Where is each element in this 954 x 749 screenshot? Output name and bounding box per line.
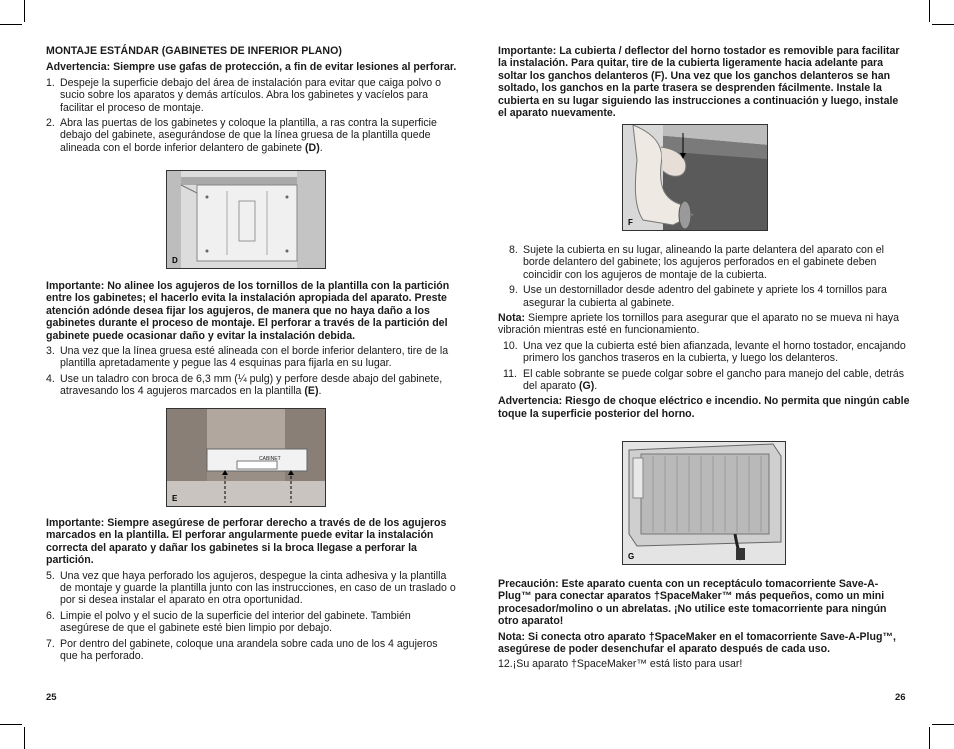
figure-g-illustration [623,442,785,564]
step-text: Despeje la superficie debajo del área de instalación para evitar que caiga polvo o sucio sobre los aparatos y demás artículos. Abra los gabinetes y vacíelos para facilitar el proceso de montaje. [60,76,442,114]
list-item [46,373,458,398]
crop-mark [932,724,954,725]
figure-f-illustration [623,125,767,230]
step-text: Use un destornillador desde adentro del gabinete y apriete los 4 tornillos para asegurar la cubierta al gabinete. [523,284,887,309]
step-text: Una vez que haya perforado los agujeros, despegue la cinta adhesiva y la plantilla de montaje y guarde la plantilla junto con las instrucciones, en caso de un traslado o por si desea instalar el aparato en otra oportunidad. [60,569,456,607]
final-step: 12.¡Su aparato †SpaceMaker™ está listo para usar! [498,658,743,671]
list-item [46,345,458,370]
figure-d [166,170,326,269]
figure-d-illustration [167,171,325,268]
step-number: 7. [46,637,55,650]
step-number: 5. [46,569,55,582]
figure-label: D [172,256,178,265]
step-number: 9. [509,284,518,297]
step-number: 8. [509,244,518,256]
left-column-bottom [46,517,458,662]
crop-mark [0,24,22,25]
step-text: Use un taladro con broca de 6,3 mm (¼ pulg) y perfore desde abajo del gabinete, atravesando los 4 agujeros marcados en la plantilla [60,372,443,398]
crop-mark [0,724,22,725]
step-text: El cable sobrante se puede colgar sobre el gancho para manejo del cable, detrás del aparato [523,367,905,393]
crop-mark [929,0,930,22]
step-text: Una vez que la línea gruesa esté alineada con el borde inferior delantero, tire de la plantilla apretadamente y pegue las 4 esquinas para fijarla en su lugar. [60,345,449,370]
list-item [46,77,458,114]
cabinet-label: CABINET [259,456,281,462]
left-column [46,45,458,154]
step-end: . [318,385,322,398]
figure-reference: (E) [304,385,319,398]
page-number: 25 [46,692,57,703]
step-number: 10. [503,339,518,352]
note-body: Siempre apriete los tornillos para asegurar que el aparato no se mueva ni haya vibración mientras esté en funcionamiento. [498,312,900,337]
figure-e-illustration [167,409,325,506]
list-item [503,368,910,393]
step-end: . [594,380,598,393]
warning-text: Advertencia: Siempre use gafas de protección, a fin de evitar lesiones al perforar. [46,61,457,74]
step-text: Una vez que la cubierta esté bien afianzada, levante el horno tostador, encajando primero los ganchos traseros en la cubierta, y luego los delanteros. [523,339,906,365]
step-number: 11. [503,367,517,380]
step-number: 4. [46,372,55,385]
important-note: Importante: No alinee los agujeros de los tornillos de la plantilla con la partición entre los gabinetes; el hacerlo evita la instalación apropiada del aparato. Preste atención adónde desea fijar los agujeros, de manera que no haya daño a los gabinetes durante el proceso de montaje. El perforar a través de la partición del gabinete puede ocasionar daño y evitar la instalación debida. [46,280,450,342]
figure-g [622,441,786,565]
figure-label: E [172,494,178,503]
crop-mark [929,727,930,749]
important-note: Importante: Siempre asegúrese de perforar derecho a través de de los agujeros marcados en la plantilla. El perforar angularmente puede evitar la instalación correcta del aparato y dañar los gabinetes si la broca llegase a perforar la partición. [46,517,447,567]
warning-text: Advertencia: Riesgo de choque eléctrico e incendio. No permita que ningún cable toque la superficie posterior del horno. [498,395,910,420]
note-text: Nota: Si conecta otro aparato †SpaceMaker en el tomacorriente Save-A-Plug™, asegúrese de poder desenchufar el aparato después de cada uso. [498,630,896,656]
figure-label: G [628,552,635,561]
figure-label: F [628,218,633,227]
crop-mark [24,727,25,749]
page-number: 26 [895,692,906,703]
right-column [498,45,910,119]
step-text: Limpie el polvo y el sucio de la superficie del interior del gabinete. También asegúrese de que el gabinete esté bien limpio por debajo. [60,609,411,635]
important-note: Importante: La cubierta / deflector del horno tostador es removible para facilitar la instalación. Para quitar, tire de la cubierta ligeramente hacia adelante para soltar los ganchos delanteros (F). Una vez que los ganchos delanteros se han soltado, los ganchos en la parte trasera se desprenden fácilmente. Instale la cubierta en su lugar siguiendo las instrucciones a continuación y luego, instale el aparato nuevamente. [498,45,900,120]
step-number: 3. [46,345,55,358]
list-item [46,570,458,607]
right-column-middle [498,244,910,420]
step-number: 6. [46,609,55,622]
list-item [509,244,910,281]
list-item [503,340,910,365]
step-number: 1. [46,76,55,89]
section-heading: MONTAJE ESTÁNDAR (GABINETES DE INFERIOR PLANO) [46,45,342,57]
figure-reference: (G) [578,380,595,393]
list-item [46,638,458,663]
figure-f [622,124,768,231]
step-text: Por dentro del gabinete, coloque una arandela sobre cada uno de los 4 agujeros que ha perforado. [60,637,438,663]
right-column-bottom [498,578,910,671]
crop-mark [24,0,25,22]
list-item [509,284,910,309]
crop-mark [932,24,954,25]
step-end: . [319,141,323,154]
list-item [46,117,458,154]
note-label: Nota: [498,312,526,325]
step-number: 2. [46,117,55,130]
figure-reference: (D) [305,141,320,154]
figure-e [166,408,326,507]
list-item [46,610,458,635]
caution-text: Precaución: Este aparato cuenta con un receptáculo tomacorriente Save-A-Plug™ para conectar aparatos †SpaceMaker™ más pequeños, como un mini procesador/molino o un abrelatas. ¡No utilice este tomacorriente para ningún otro aparato! [498,578,887,628]
step-text: Sujete la cubierta en su lugar, alineando la parte delantera del aparato con el borde delantero del gabinete; los agujeros perforados en el gabinete deben coincidir con los agujeros de montaje de la cubierta. [523,244,885,281]
note-text [498,312,910,337]
left-column-middle [46,280,458,398]
step-text: Abra las puertas de los gabinetes y coloque la plantilla, a ras contra la superficie debajo del gabinete, asegurándose de que la línea gruesa de la plantilla quede alineada con el borde inferior delantero de gabinete [60,117,437,154]
